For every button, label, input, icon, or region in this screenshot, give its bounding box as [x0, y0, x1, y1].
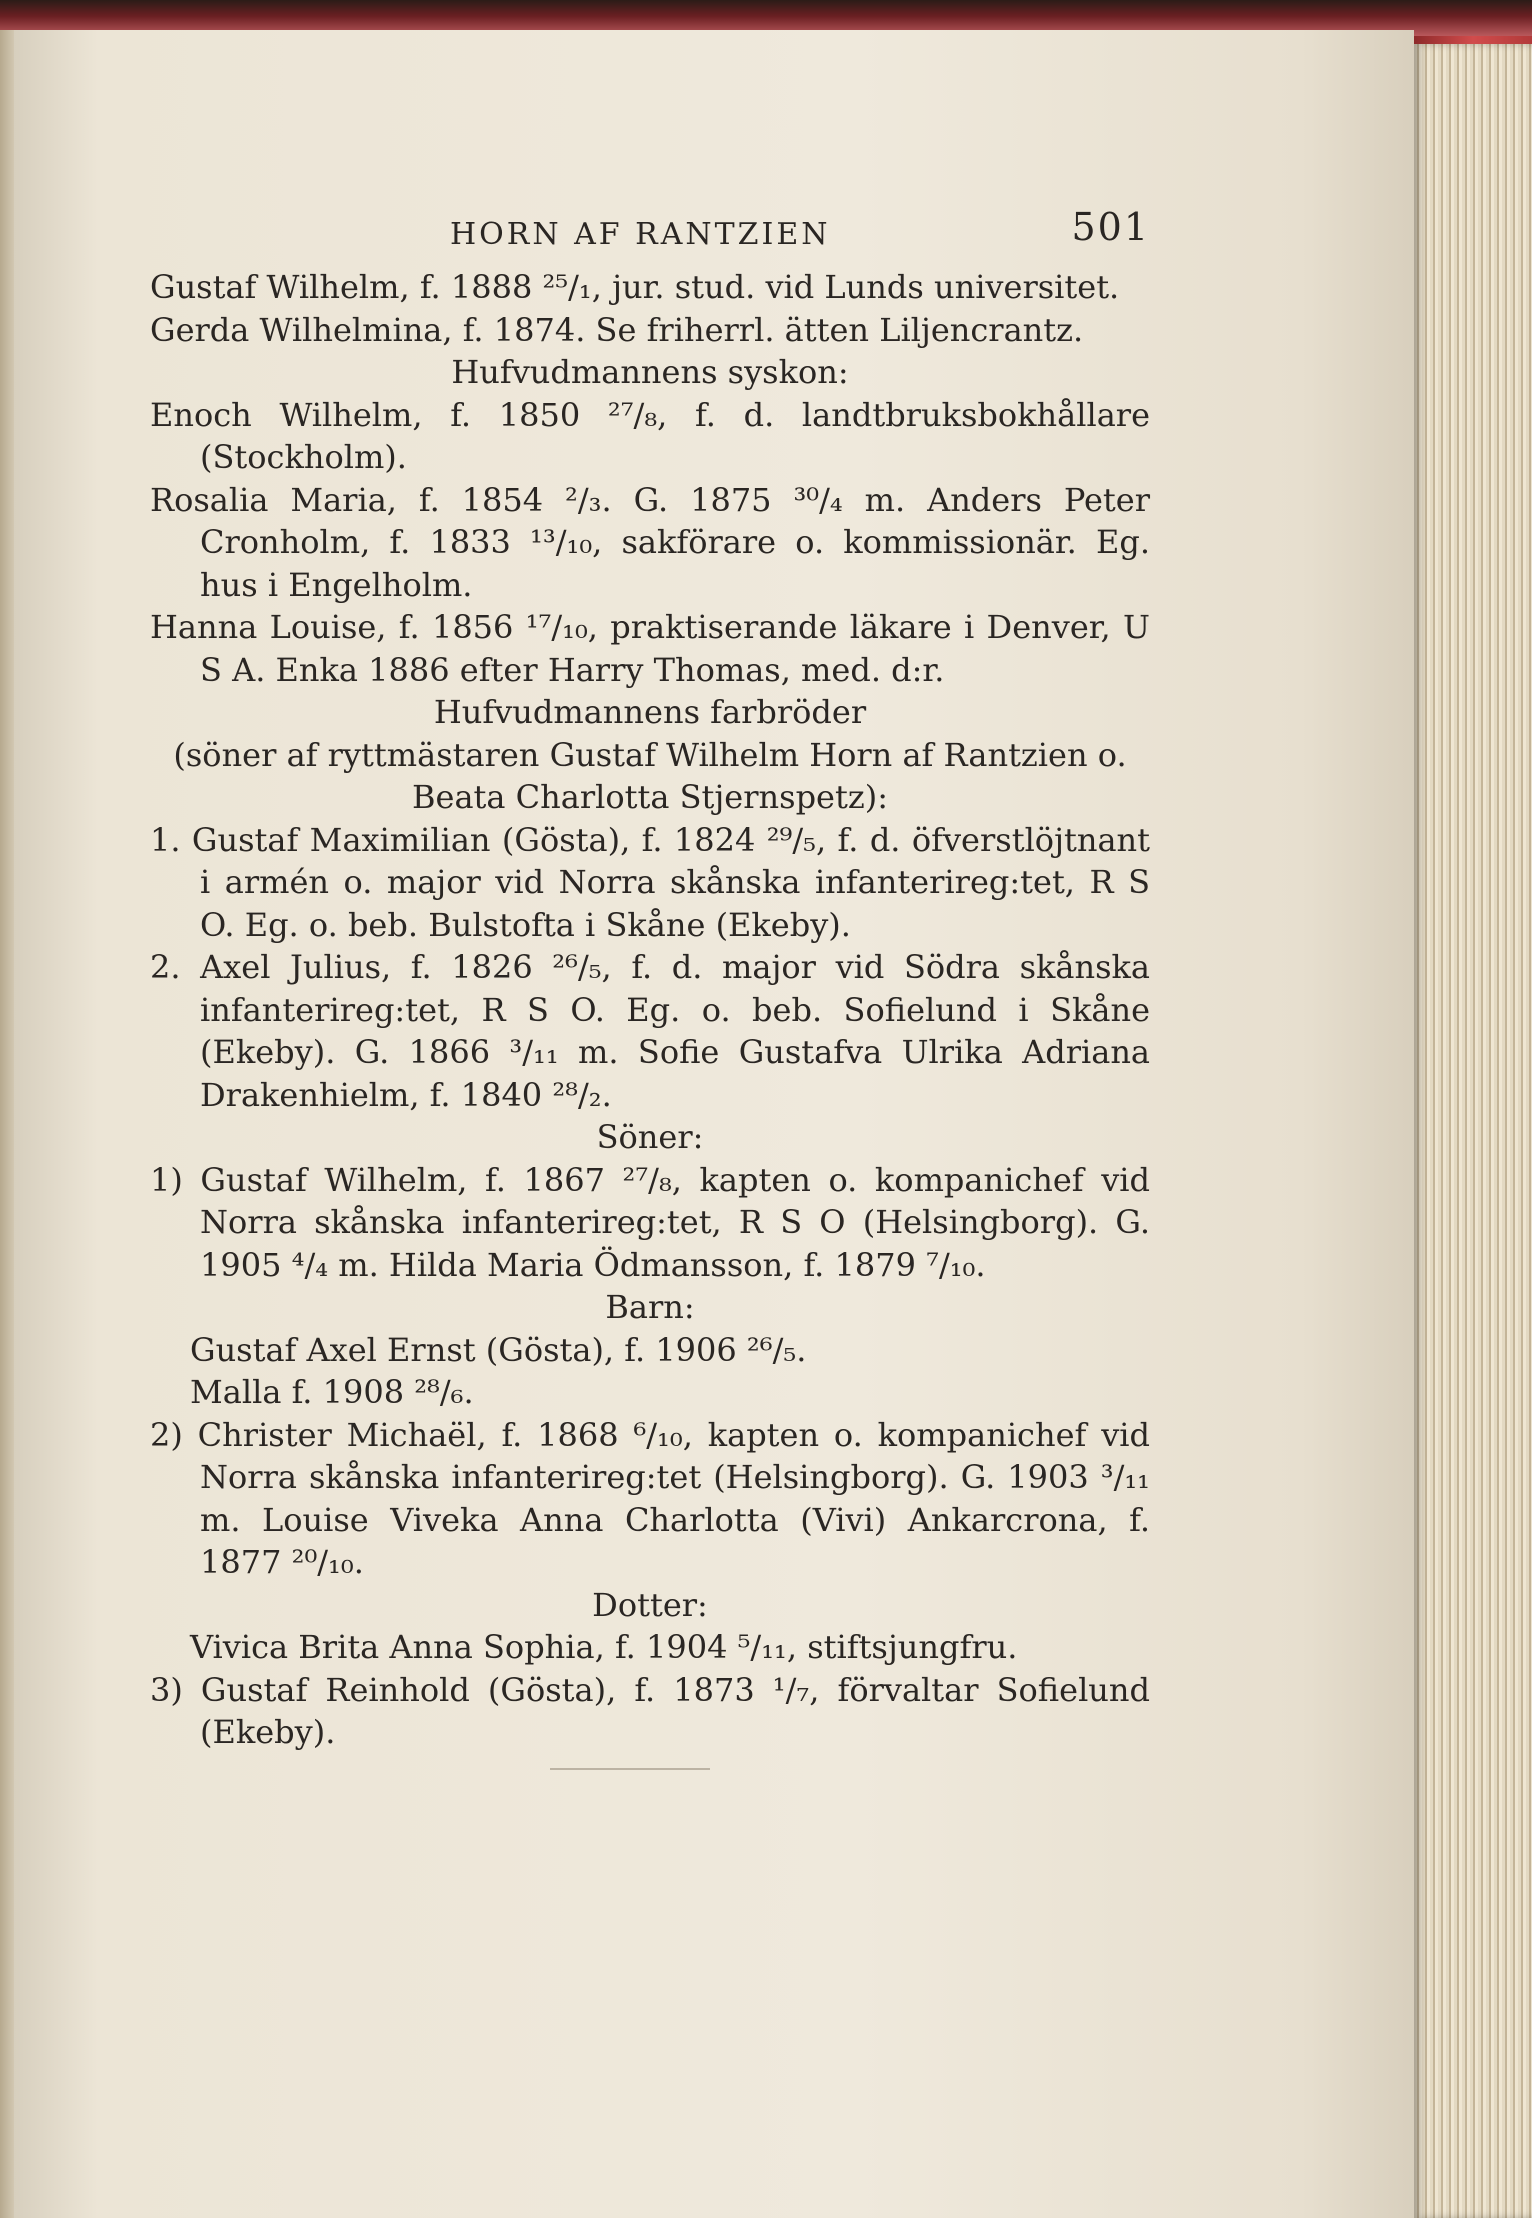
entry-gerda-wilhelmina: Gerda Wilhelmina, f. 1874. Se friherrl. ätten Liljencrantz.	[150, 310, 1084, 349]
entry-gustaf-axel-ernst: Gustaf Axel Ernst (Gösta), f. 1906 ²⁶/₅.	[190, 1330, 807, 1369]
entry-vivica-brita: Vivica Brita Anna Sophia, f. 1904 ⁵/₁₁, stiftsjungfru.	[190, 1628, 1018, 1666]
entry-gustaf-wilhelm-1867: 1) Gustaf Wilhelm, f. 1867 ²⁷/₈, kapten o. kompanichef vid Norra skånska infanterireg:tet, R S O (Helsingborg). G. 1905 ⁴/₄ m. Hilda Maria Ödmansson, f. 1879 ⁷/₁₀.	[150, 1160, 1150, 1284]
closing-rule	[550, 1768, 710, 1770]
entry-malla: Malla f. 1908 ²⁸/₆.	[190, 1373, 474, 1411]
page-number: 501	[1071, 205, 1150, 249]
running-title: HORN AF RANTZIEN	[450, 217, 831, 252]
section-heading-syskon: Hufvudmannens syskon:	[451, 353, 849, 391]
entry-gustaf-wilhelm-1888: Gustaf Wilhelm, f. 1888 ²⁵/₁, jur. stud. vid Lunds universitet.	[150, 268, 1120, 306]
section-heading-dotter: Dotter:	[592, 1585, 708, 1624]
book-fore-edge	[1414, 44, 1532, 2218]
entry-axel-julius: 2. Axel Julius, f. 1826 ²⁶/₅, f. d. major vid Södra skånska infanterireg:tet, R S O. Eg. o. beb. Sofielund i Skåne (Ekeby). G. 1866 ³/₁₁ m. Sofie Gustafva Ulrika Adriana Drakenhielm, f. 1840 ²⁸/₂.	[150, 948, 1150, 1114]
section-subheading-soner-af: (söner af ryttmästaren Gustaf Wilhelm Horn af Rantzien o. Beata Charlotta Stjernspetz):	[173, 735, 1127, 816]
entry-rosalia-maria: Rosalia Maria, f. 1854 ²/₃. G. 1875 ³⁰/₄ m. Anders Peter Cronholm, f. 1833 ¹³/₁₀, sakförare o. kommissionär. Eg. hus i Engelholm.	[150, 480, 1150, 604]
entry-gustaf-reinhold: 3) Gustaf Reinhold (Gösta), f. 1873 ¹/₇, förvaltar Sofielund (Ekeby).	[150, 1670, 1150, 1751]
section-heading-soner: Söner:	[596, 1118, 704, 1156]
entry-hanna-louise: Hanna Louise, f. 1856 ¹⁷/₁₀, praktiserande läkare i Denver, U S A. Enka 1886 efter Harry Thomas, med. d:r.	[150, 608, 1150, 689]
entry-enoch-wilhelm: Enoch Wilhelm, f. 1850 ²⁷/₈, f. d. landtbruksbokhållare (Stockholm).	[150, 395, 1150, 476]
entry-christer-michael: 2) Christer Michaël, f. 1868 ⁶/₁₀, kapten o. kompanichef vid Norra skånska infanterireg:tet (Helsingborg). G. 1903 ³/₁₁ m. Louise Viveka Anna Charlotta (Vivi) Ankarcrona, f. 1877 ²⁰/₁₀.	[150, 1415, 1150, 1581]
entry-gustaf-maximilian: 1. Gustaf Maximilian (Gösta), f. 1824 ²⁹/₅, f. d. öfverstlöjtnant i armén o. major vid Norra skånska infanterireg:tet, R S O. Eg. o. beb. Bulstofta i Skåne (Ekeby).	[150, 820, 1150, 944]
section-heading-barn: Barn:	[605, 1288, 695, 1326]
page-header	[150, 200, 1150, 266]
section-heading-farbroder: Hufvudmannens farbröder	[433, 693, 867, 731]
page-content	[150, 200, 1150, 1770]
